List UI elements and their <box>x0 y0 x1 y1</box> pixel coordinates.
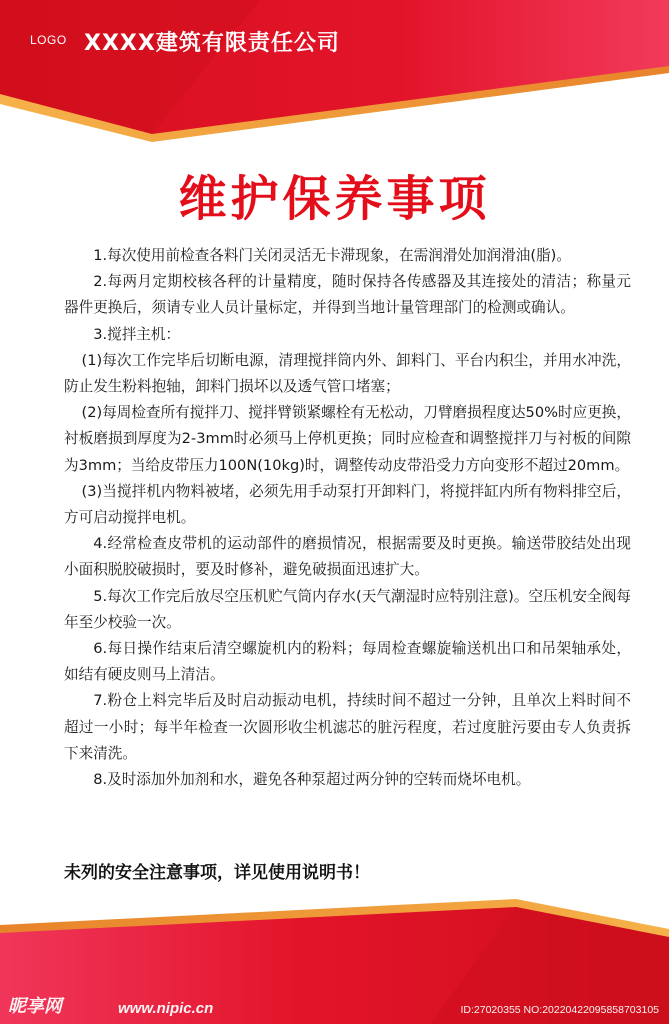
list-item: 5.每次工作完后放尽空压机贮气筒内存水(天气潮湿时应特别注意)。空压机安全阀每年至少校验一次。 <box>64 587 631 631</box>
header-band <box>0 0 669 150</box>
header-background <box>0 0 669 150</box>
list-item: 6.每日操作结束后清空螺旋机内的粉料；每周检查螺旋输送机出口和吊架轴承处，如结有硬皮则马上清洁。 <box>64 640 631 684</box>
list-item: 1.每次使用前检查各料门关闭灵活无卡滞现象，在需润滑处加润滑油(脂)。 <box>93 247 571 264</box>
list-item: 4.经常检查皮带机的运动部件的磨损情况，根据需要及时更换。输送带胶结处出现小面积脱胶破损时，要及时修补，避免破损面迅速扩大。 <box>64 535 631 579</box>
list-item: 8.及时添加外加剂和水，避免各种泵超过两分钟的空转而烧坏电机。 <box>93 771 531 789</box>
list-item: 3.搅拌主机： <box>93 325 181 343</box>
footer-band <box>0 899 669 1024</box>
watermark-brand: 昵享网 <box>8 996 62 1017</box>
maintenance-items <box>64 243 631 793</box>
list-item: 7.粉仓上料完毕后及时启动振动电机，持续时间不超过一分钟，且单次上料时间不超过一小时；每半年检查一次圆形收尘机滤芯的脏污程度，若过度脏污要由专人负责拆下来清洗。 <box>64 692 631 762</box>
logo-text: LOGO <box>30 33 67 47</box>
list-item: (3)当搅拌机内物料被堵，必须先用手动泵打开卸料门，将搅拌缸内所有物料排空后，方可启动搅拌电机。 <box>64 482 631 527</box>
page-title: 维护保养事项 <box>178 171 491 227</box>
company-name: XXXX建筑有限责任公司 <box>84 31 340 56</box>
watermark-url: www.nipic.cn <box>118 1000 214 1017</box>
list-item: 2.每两月定期校核各秤的计量精度，随时保持各传感器及其连接处的清洁；称量元器件更换后，须请专业人员计量标定，并得到当地计量管理部门的检测或确认。 <box>64 273 631 317</box>
list-item: (2)每周检查所有搅拌刀、搅拌臂锁紧螺栓有无松动，刀臂磨损程度达50%时应更换，衬板磨损到厚度为2-3mm时必须马上停机更换；同时应检查和调整搅拌刀与衬板的间隙为3mm；当给皮带压力100N(10kg)时，调整传动皮带沿受力方向变形不超过20mm。 <box>64 404 631 474</box>
watermark-id: ID:27020355 NO:20220422095858703105 <box>460 1004 659 1016</box>
list-item: (1)每次工作完毕后切断电源，清理搅拌筒内外、卸料门、平台内积尘，并用水冲洗，防止发生粉料抱轴，卸料门损坏以及透气管口堵塞； <box>64 351 631 396</box>
closing-note: 未列的安全注意事项，详见使用说明书！ <box>64 863 370 883</box>
